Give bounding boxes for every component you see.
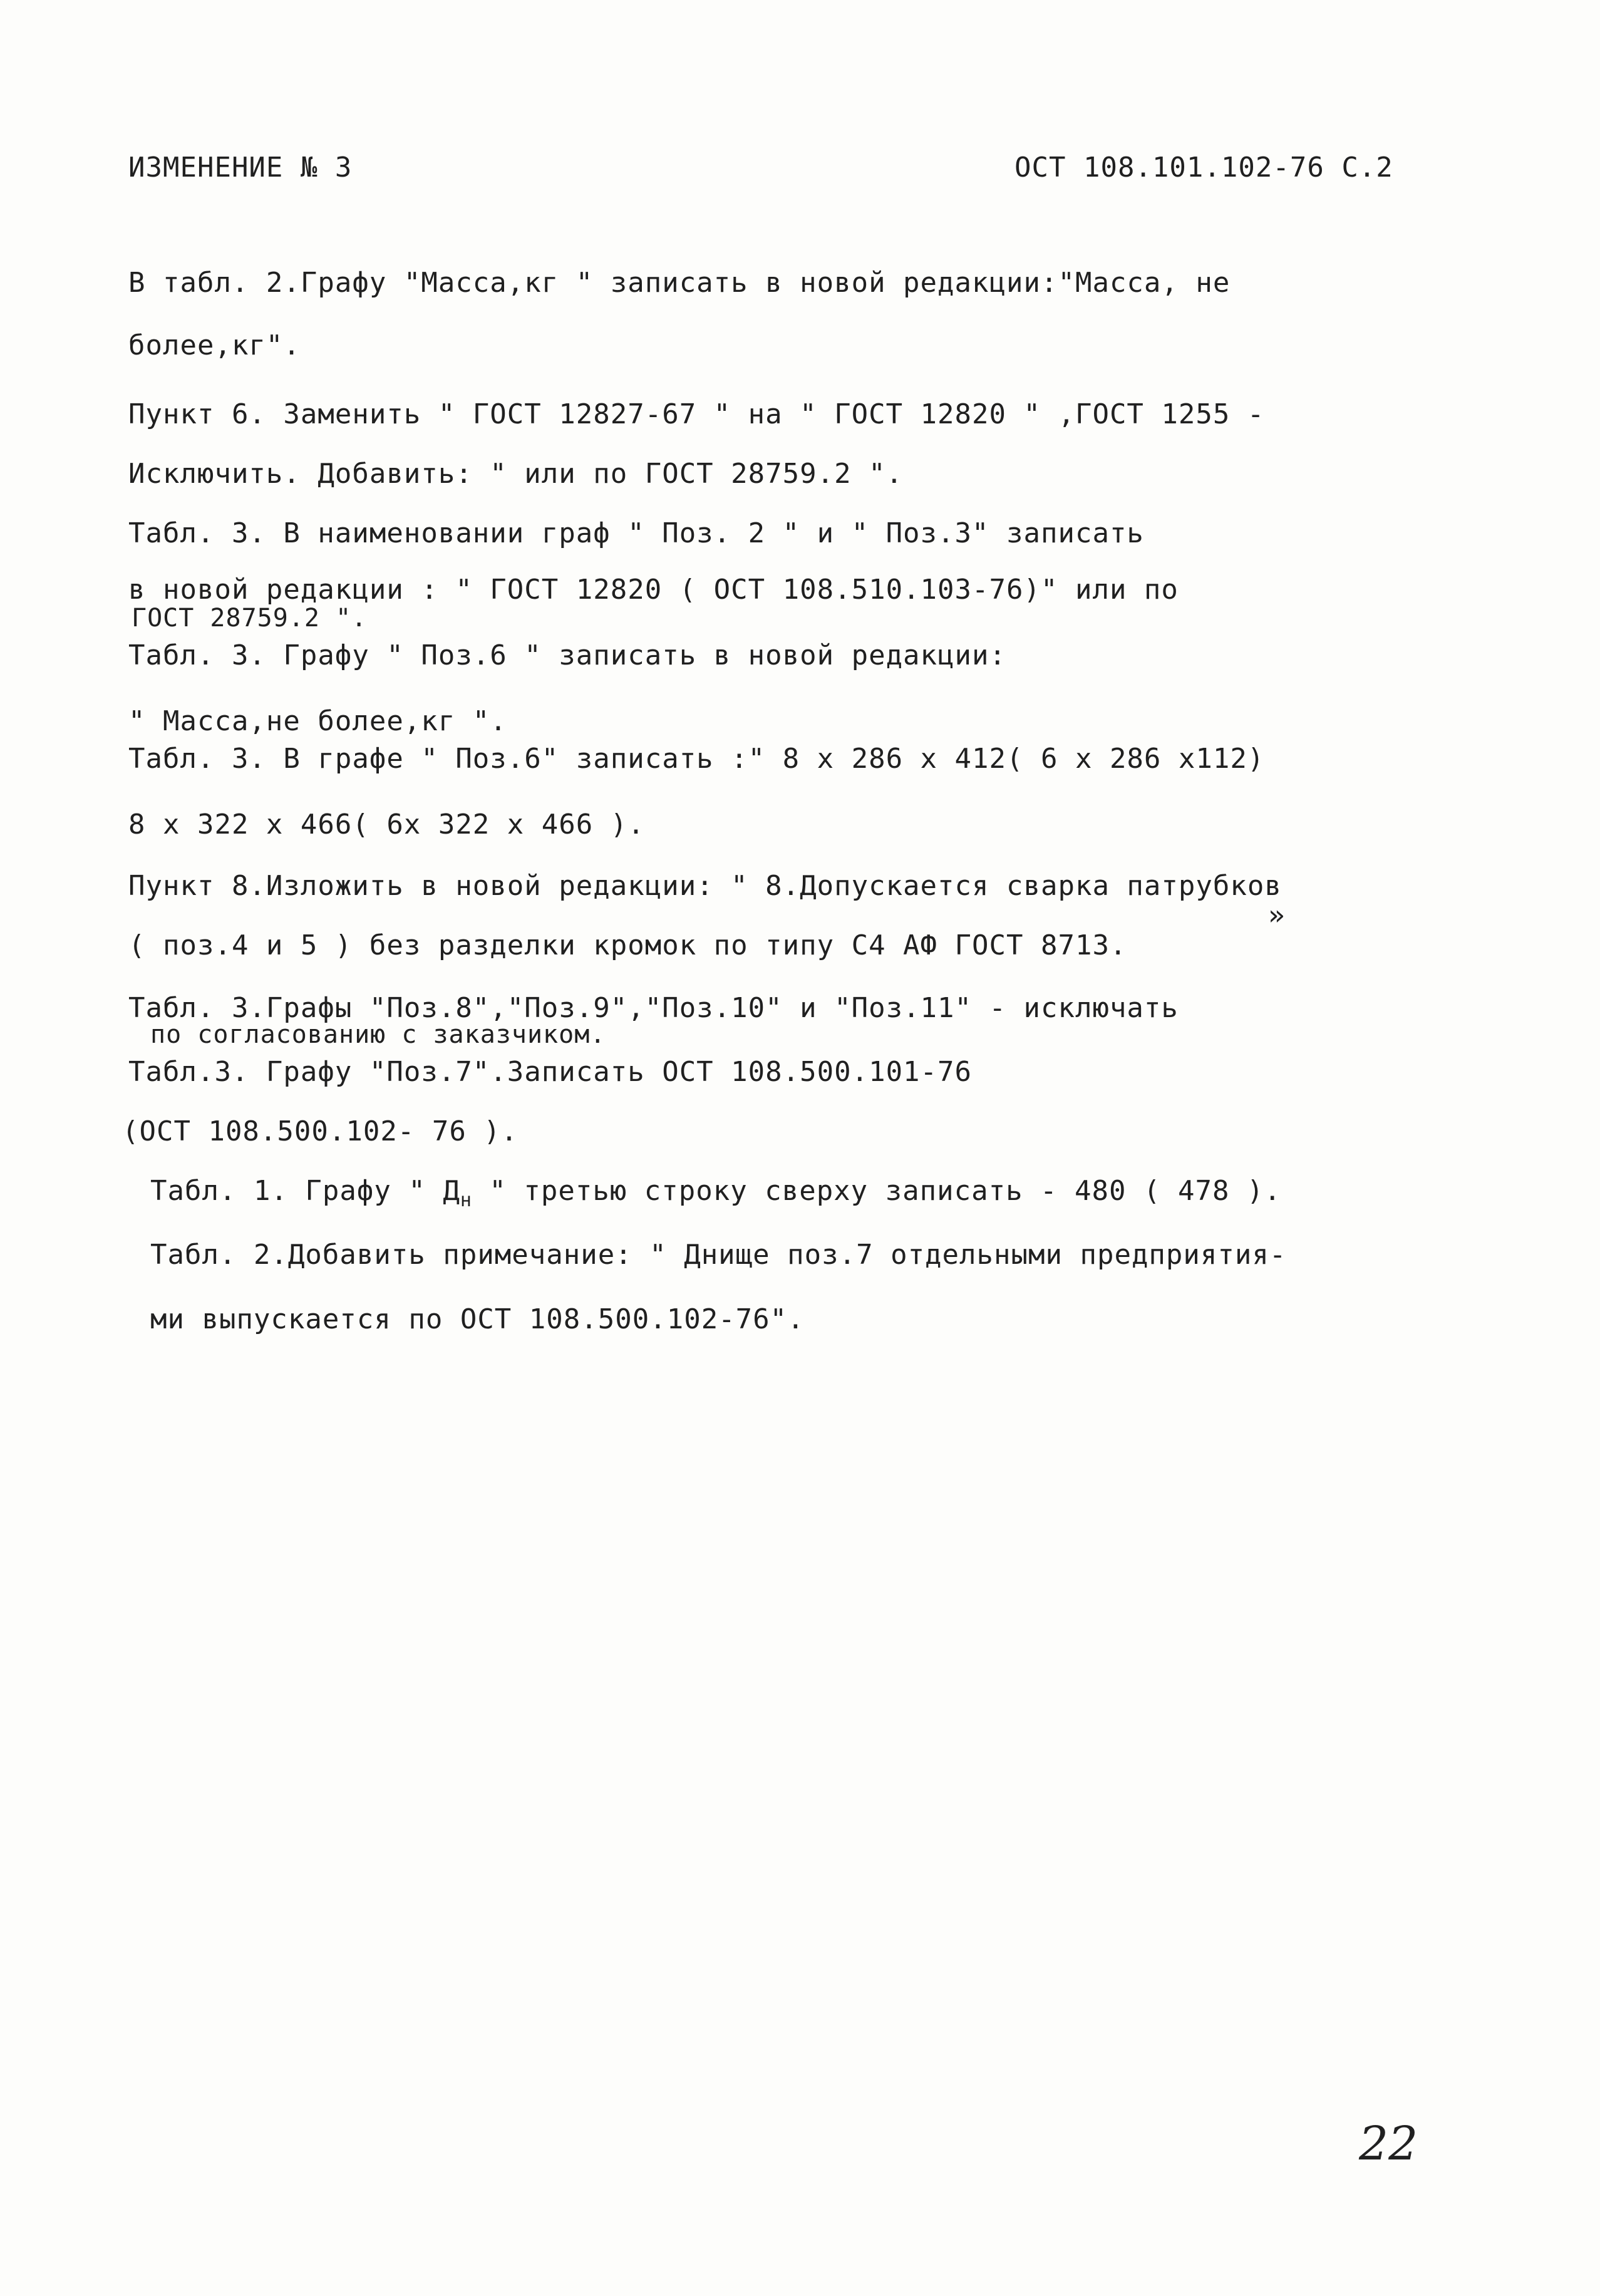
change-number-header: ИЗМЕНЕНИЕ № 3 [128, 152, 353, 184]
subscript: н [460, 1189, 472, 1211]
text-segment: Табл. 1. Графу " Д [150, 1175, 460, 1207]
text-line: Пункт 6. Заменить " ГОСТ 12827-67 " на " ГОСТ 12820 " ,ГОСТ 1255 - [128, 398, 1265, 430]
text-line: Табл. 3.Графы "Поз.8","Поз.9","Поз.10" и "Поз.11" - исключать [128, 992, 1179, 1024]
text-line: Табл. 2.Добавить примечание: " Днище поз.7 отдельными предприятия- [150, 1239, 1287, 1271]
page-number: 22 [1359, 2117, 1418, 2171]
text-line: ГОСТ 28759.2 ". [132, 604, 368, 633]
text-line: 8 х 322 х 466( 6х 322 х 466 ). [128, 809, 645, 840]
text-segment: " третью строку сверху записать - 480 ( 478 ). [472, 1175, 1281, 1207]
text-line: ( поз.4 и 5 ) без разделки кромок по типу С4 АФ ГОСТ 8713. [128, 929, 1127, 961]
standard-page-reference: ОСТ 108.101.102-76 С.2 [1014, 152, 1393, 184]
text-line: в новой редакции : " ГОСТ 12820 ( ОСТ 108.510.103-76)" или по [128, 574, 1179, 606]
closing-quote-mark: » [1268, 899, 1286, 931]
text-line: Табл. 3. Графу " Поз.6 " записать в новой редакции: [128, 639, 1007, 671]
text-line [150, 1177, 1281, 1210]
text-line: по согласованию с заказчиком. [150, 1020, 606, 1049]
text-line: Табл. 3. В графе " Поз.6" записать :" 8 х 286 х 412( 6 х 286 х112) [128, 743, 1265, 775]
text-line: Исключить. Добавить: " или по ГОСТ 28759.2 ". [128, 458, 904, 490]
text-line: более,кг". [128, 329, 301, 361]
text-line: В табл. 2.Графу "Масса,кг " записать в новой редакции:"Масса, не [128, 267, 1231, 299]
text-line: " Масса,не более,кг ". [128, 705, 507, 737]
text-line: Табл. 3. В наименовании граф " Поз. 2 " и " Поз.3" записать [128, 517, 1144, 549]
text-line: Табл.3. Графу "Поз.7".Записать ОСТ 108.500.101-76 [128, 1056, 973, 1088]
text-line: (ОСТ 108.500.102- 76 ). [122, 1115, 519, 1147]
text-line: ми выпускается по ОСТ 108.500.102-76". [150, 1303, 805, 1335]
text-line: Пункт 8.Изложить в новой редакции: " 8.Допускается сварка патрубков [128, 870, 1282, 902]
